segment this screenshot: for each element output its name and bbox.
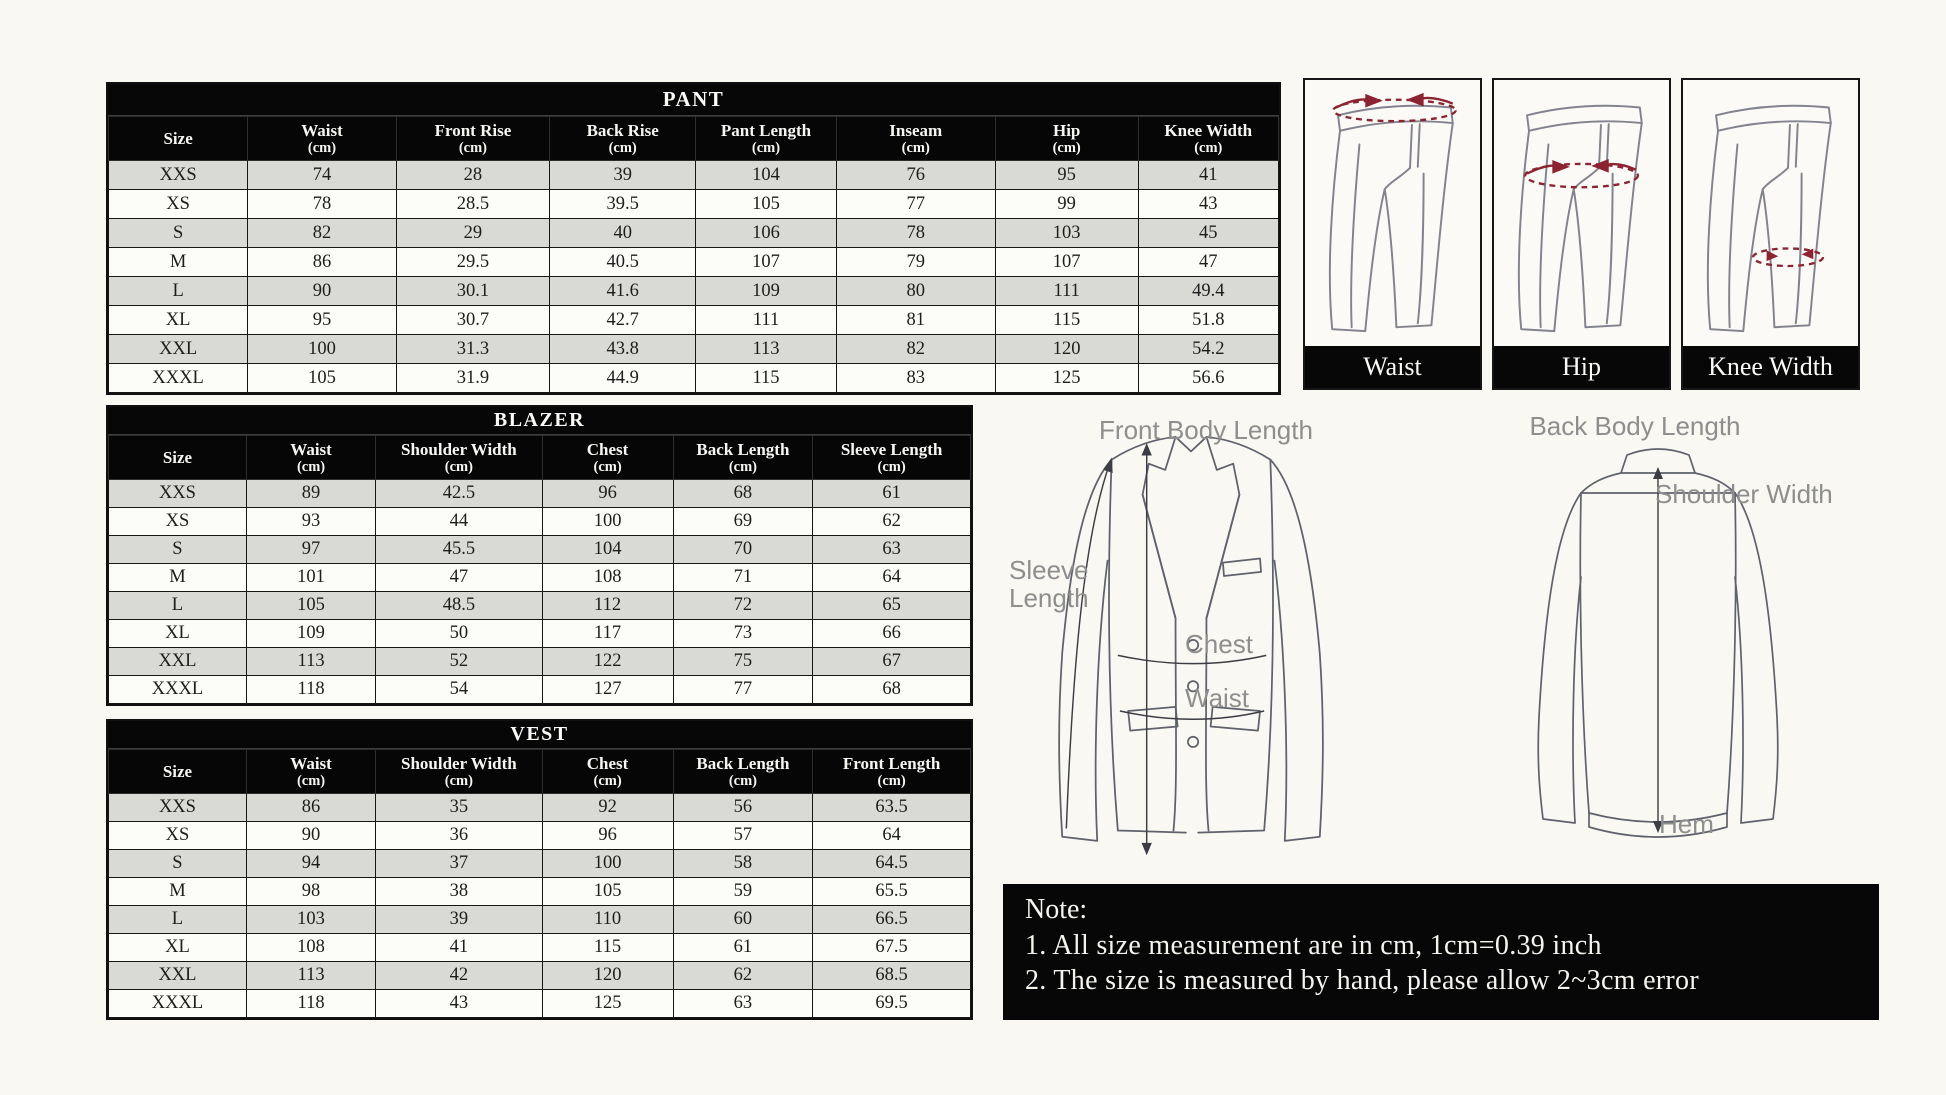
- value-cell: 110: [542, 906, 673, 934]
- value-cell: 108: [246, 934, 375, 962]
- value-cell: 39: [550, 161, 696, 190]
- size-row-xxs: [109, 794, 971, 822]
- vest-table-title: VEST: [108, 721, 971, 749]
- waist-label: Waist: [1185, 683, 1250, 713]
- value-cell: 105: [542, 878, 673, 906]
- value-cell: 69: [673, 508, 813, 536]
- value-cell: 76: [836, 161, 995, 190]
- header-row: [109, 750, 971, 794]
- value-cell: 47: [1138, 248, 1278, 277]
- value-cell: 68: [813, 676, 971, 704]
- value-cell: 68: [673, 480, 813, 508]
- value-cell: 86: [246, 794, 375, 822]
- size-row-m: [109, 878, 971, 906]
- value-cell: 61: [813, 480, 971, 508]
- size-row-s: [109, 850, 971, 878]
- size-row-s: [109, 219, 1279, 248]
- value-cell: 118: [246, 676, 375, 704]
- value-cell: 65.5: [813, 878, 971, 906]
- value-cell: 56.6: [1138, 364, 1278, 393]
- header-row: [109, 117, 1279, 161]
- vest-table-grid: [108, 749, 971, 1018]
- size-cell: XXXL: [109, 990, 247, 1018]
- value-cell: 115: [696, 364, 836, 393]
- column-header: Back Length (cm): [673, 436, 813, 480]
- value-cell: 41.6: [550, 277, 696, 306]
- pant-line-art: [1494, 80, 1669, 346]
- value-cell: 49.4: [1138, 277, 1278, 306]
- column-header: Size: [109, 436, 247, 480]
- value-cell: 41: [376, 934, 542, 962]
- value-cell: 43: [376, 990, 542, 1018]
- value-cell: 44: [376, 508, 542, 536]
- value-cell: 52: [376, 648, 542, 676]
- value-cell: 77: [836, 190, 995, 219]
- note-title: Note:: [1025, 894, 1088, 925]
- hem-label: Hem: [1659, 809, 1714, 839]
- value-cell: 71: [673, 564, 813, 592]
- size-row-xxxl: [109, 676, 971, 704]
- value-cell: 43: [1138, 190, 1278, 219]
- value-cell: 111: [995, 277, 1138, 306]
- column-header: Size: [109, 117, 248, 161]
- back-body-length-label: Back Body Length: [1529, 411, 1741, 441]
- value-cell: 58: [673, 850, 813, 878]
- value-cell: 95: [248, 306, 397, 335]
- value-cell: 38: [376, 878, 542, 906]
- value-cell: 37: [376, 850, 542, 878]
- value-cell: 67.5: [813, 934, 971, 962]
- value-cell: 69.5: [813, 990, 971, 1018]
- column-header: Hip (cm): [995, 117, 1138, 161]
- size-cell: XXS: [109, 480, 247, 508]
- blazer-table-grid: [108, 435, 971, 704]
- value-cell: 104: [542, 536, 673, 564]
- value-cell: 29: [396, 219, 549, 248]
- value-cell: 125: [995, 364, 1138, 393]
- size-cell: S: [109, 536, 247, 564]
- size-cell: XL: [109, 306, 248, 335]
- value-cell: 45: [1138, 219, 1278, 248]
- value-cell: 115: [995, 306, 1138, 335]
- value-cell: 42.5: [376, 480, 542, 508]
- value-cell: 28: [396, 161, 549, 190]
- value-cell: 47: [376, 564, 542, 592]
- value-cell: 107: [995, 248, 1138, 277]
- value-cell: 57: [673, 822, 813, 850]
- vest-size-table: [106, 719, 973, 1020]
- value-cell: 103: [995, 219, 1138, 248]
- value-cell: 35: [376, 794, 542, 822]
- value-cell: 39: [376, 906, 542, 934]
- value-cell: 109: [696, 277, 836, 306]
- size-cell: XXS: [109, 794, 247, 822]
- column-header: Waist (cm): [246, 436, 375, 480]
- column-header: Chest (cm): [542, 436, 673, 480]
- size-row-xxs: [109, 480, 971, 508]
- value-cell: 98: [246, 878, 375, 906]
- value-cell: 89: [246, 480, 375, 508]
- size-cell: XS: [109, 508, 247, 536]
- size-row-xs: [109, 508, 971, 536]
- value-cell: 117: [542, 620, 673, 648]
- size-cell: XXXL: [109, 364, 248, 393]
- size-cell: XXXL: [109, 676, 247, 704]
- value-cell: 109: [246, 620, 375, 648]
- column-header: Front Length (cm): [813, 750, 971, 794]
- value-cell: 122: [542, 648, 673, 676]
- size-row-l: [109, 277, 1279, 306]
- value-cell: 63.5: [813, 794, 971, 822]
- value-cell: 62: [813, 508, 971, 536]
- column-header: Chest (cm): [542, 750, 673, 794]
- note-line-2: 2. The size is measured by hand, please allow 2~3cm error: [1025, 965, 1699, 996]
- value-cell: 45.5: [376, 536, 542, 564]
- value-cell: 36: [376, 822, 542, 850]
- value-cell: 112: [542, 592, 673, 620]
- size-row-xxl: [109, 962, 971, 990]
- size-cell: XXL: [109, 335, 248, 364]
- value-cell: 67: [813, 648, 971, 676]
- pant-line-art: [1683, 80, 1858, 346]
- value-cell: 63: [813, 536, 971, 564]
- value-cell: 30.1: [396, 277, 549, 306]
- value-cell: 59: [673, 878, 813, 906]
- pant-line-art: [1305, 80, 1480, 346]
- column-header: Sleeve Length (cm): [813, 436, 971, 480]
- column-header: Back Rise (cm): [550, 117, 696, 161]
- pant-measure-diagram-hip: [1492, 78, 1671, 390]
- size-row-xl: [109, 934, 971, 962]
- size-row-xl: [109, 306, 1279, 335]
- note-line-1: 1. All size measurement are in cm, 1cm=0.39 inch: [1025, 930, 1602, 961]
- value-cell: 113: [696, 335, 836, 364]
- value-cell: 31.9: [396, 364, 549, 393]
- value-cell: 51.8: [1138, 306, 1278, 335]
- value-cell: 108: [542, 564, 673, 592]
- size-row-xs: [109, 190, 1279, 219]
- value-cell: 113: [246, 648, 375, 676]
- value-cell: 82: [248, 219, 397, 248]
- pant-measure-diagram-knee: [1681, 78, 1860, 390]
- value-cell: 75: [673, 648, 813, 676]
- value-cell: 50: [376, 620, 542, 648]
- size-row-m: [109, 564, 971, 592]
- value-cell: 72: [673, 592, 813, 620]
- size-row-s: [109, 536, 971, 564]
- value-cell: 82: [836, 335, 995, 364]
- value-cell: 54: [376, 676, 542, 704]
- value-cell: 100: [542, 850, 673, 878]
- size-row-m: [109, 248, 1279, 277]
- value-cell: 66: [813, 620, 971, 648]
- value-cell: 96: [542, 480, 673, 508]
- value-cell: 48.5: [376, 592, 542, 620]
- column-header: Shoulder Width (cm): [376, 436, 542, 480]
- value-cell: 100: [542, 508, 673, 536]
- value-cell: 93: [246, 508, 375, 536]
- pant-table-grid: [108, 116, 1279, 393]
- value-cell: 120: [995, 335, 1138, 364]
- value-cell: 97: [246, 536, 375, 564]
- value-cell: 65: [813, 592, 971, 620]
- size-row-xxl: [109, 335, 1279, 364]
- blazer-size-table: [106, 405, 973, 706]
- value-cell: 100: [248, 335, 397, 364]
- size-cell: S: [109, 219, 248, 248]
- value-cell: 64: [813, 564, 971, 592]
- column-header: Waist (cm): [248, 117, 397, 161]
- value-cell: 77: [673, 676, 813, 704]
- value-cell: 105: [696, 190, 836, 219]
- value-cell: 43.8: [550, 335, 696, 364]
- chest-label: Chest: [1185, 629, 1253, 659]
- blazer-table-title: BLAZER: [108, 407, 971, 435]
- size-cell: S: [109, 850, 247, 878]
- size-row-l: [109, 906, 971, 934]
- note-box: [1003, 884, 1879, 1020]
- value-cell: 60: [673, 906, 813, 934]
- value-cell: 63: [673, 990, 813, 1018]
- value-cell: 70: [673, 536, 813, 564]
- size-cell: L: [109, 277, 248, 306]
- value-cell: 28.5: [396, 190, 549, 219]
- value-cell: 106: [696, 219, 836, 248]
- size-cell: XS: [109, 822, 247, 850]
- value-cell: 44.9: [550, 364, 696, 393]
- value-cell: 118: [246, 990, 375, 1018]
- column-header: Shoulder Width (cm): [376, 750, 542, 794]
- value-cell: 99: [995, 190, 1138, 219]
- value-cell: 64.5: [813, 850, 971, 878]
- value-cell: 64: [813, 822, 971, 850]
- value-cell: 68.5: [813, 962, 971, 990]
- value-cell: 94: [246, 850, 375, 878]
- size-cell: XXL: [109, 648, 247, 676]
- value-cell: 107: [696, 248, 836, 277]
- shoulder-width-label: Shoulder Width: [1655, 479, 1833, 509]
- value-cell: 62: [673, 962, 813, 990]
- column-header: Pant Length (cm): [696, 117, 836, 161]
- value-cell: 105: [248, 364, 397, 393]
- column-header: Waist (cm): [246, 750, 375, 794]
- column-header: Back Length (cm): [673, 750, 813, 794]
- back-measure-lines: [1653, 467, 1663, 833]
- value-cell: 115: [542, 934, 673, 962]
- column-header: Knee Width (cm): [1138, 117, 1278, 161]
- value-cell: 42.7: [550, 306, 696, 335]
- size-cell: XL: [109, 934, 247, 962]
- size-cell: M: [109, 564, 247, 592]
- value-cell: 61: [673, 934, 813, 962]
- column-header: Size: [109, 750, 247, 794]
- size-cell: M: [109, 878, 247, 906]
- value-cell: 95: [995, 161, 1138, 190]
- value-cell: 78: [836, 219, 995, 248]
- pant-size-table: [106, 82, 1281, 395]
- value-cell: 83: [836, 364, 995, 393]
- value-cell: 74: [248, 161, 397, 190]
- value-cell: 96: [542, 822, 673, 850]
- value-cell: 78: [248, 190, 397, 219]
- value-cell: 39.5: [550, 190, 696, 219]
- value-cell: 80: [836, 277, 995, 306]
- value-cell: 113: [246, 962, 375, 990]
- value-cell: 90: [246, 822, 375, 850]
- size-cell: L: [109, 592, 247, 620]
- value-cell: 104: [696, 161, 836, 190]
- size-row-xxxl: [109, 364, 1279, 393]
- size-cell: L: [109, 906, 247, 934]
- value-cell: 81: [836, 306, 995, 335]
- pant-table-title: PANT: [108, 84, 1279, 116]
- value-cell: 66.5: [813, 906, 971, 934]
- size-cell: M: [109, 248, 248, 277]
- value-cell: 90: [248, 277, 397, 306]
- value-cell: 73: [673, 620, 813, 648]
- value-cell: 40.5: [550, 248, 696, 277]
- size-row-xxxl: [109, 990, 971, 1018]
- value-cell: 56: [673, 794, 813, 822]
- header-row: [109, 436, 971, 480]
- diagram-label: Waist: [1305, 346, 1480, 388]
- value-cell: 101: [246, 564, 375, 592]
- value-cell: 111: [696, 306, 836, 335]
- value-cell: 54.2: [1138, 335, 1278, 364]
- size-cell: XXS: [109, 161, 248, 190]
- value-cell: 29.5: [396, 248, 549, 277]
- front-body-length-label: Front Body Length: [1099, 415, 1313, 445]
- value-cell: 103: [246, 906, 375, 934]
- diagram-label: Hip: [1494, 346, 1669, 388]
- size-row-xxs: [109, 161, 1279, 190]
- knee-measure-ellipse: [1753, 248, 1823, 266]
- value-cell: 127: [542, 676, 673, 704]
- value-cell: 40: [550, 219, 696, 248]
- pant-measure-diagrams: [1303, 78, 1860, 390]
- value-cell: 86: [248, 248, 397, 277]
- value-cell: 105: [246, 592, 375, 620]
- value-cell: 41: [1138, 161, 1278, 190]
- value-cell: 31.3: [396, 335, 549, 364]
- value-cell: 120: [542, 962, 673, 990]
- diagram-label: Knee Width: [1683, 346, 1858, 388]
- size-row-l: [109, 592, 971, 620]
- size-cell: XL: [109, 620, 247, 648]
- size-row-xs: [109, 822, 971, 850]
- value-cell: 125: [542, 990, 673, 1018]
- column-header: Front Rise (cm): [396, 117, 549, 161]
- size-cell: XS: [109, 190, 248, 219]
- blazer-measure-diagrams: [1003, 408, 1878, 878]
- size-row-xxl: [109, 648, 971, 676]
- value-cell: 30.7: [396, 306, 549, 335]
- value-cell: 79: [836, 248, 995, 277]
- sleeve-length-label: Sleeve Length: [1009, 555, 1089, 614]
- size-cell: XXL: [109, 962, 247, 990]
- pant-measure-diagram-waist: [1303, 78, 1482, 390]
- value-cell: 42: [376, 962, 542, 990]
- column-header: Inseam (cm): [836, 117, 995, 161]
- value-cell: 92: [542, 794, 673, 822]
- size-row-xl: [109, 620, 971, 648]
